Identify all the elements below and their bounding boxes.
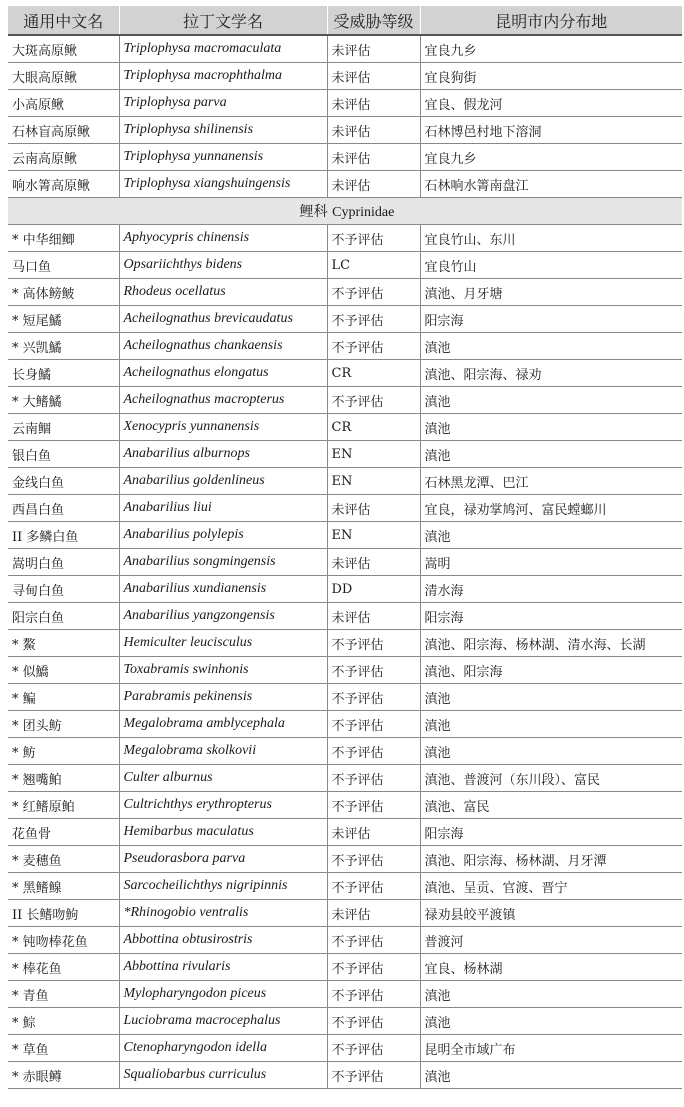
header-latin-name: 拉丁文学名 bbox=[119, 6, 327, 35]
distribution-cell: 阳宗海 bbox=[420, 306, 682, 333]
table-row bbox=[8, 117, 682, 144]
table-row bbox=[8, 495, 682, 522]
common-name-cell: * 麦穗鱼 bbox=[8, 846, 119, 873]
common-name-cell: * 鲂 bbox=[8, 738, 119, 765]
table-row bbox=[8, 873, 682, 900]
table-body-bottom bbox=[8, 225, 682, 1089]
distribution-cell: 滇池、月牙塘 bbox=[420, 279, 682, 306]
threat-level-cell: 未评估 bbox=[327, 171, 420, 198]
common-name-cell: * 大鳍鱊 bbox=[8, 387, 119, 414]
table-row bbox=[8, 657, 682, 684]
latin-name-cell: Toxabramis swinhonis bbox=[119, 657, 327, 684]
threat-level-cell: CR bbox=[327, 360, 420, 387]
table-body-top bbox=[8, 35, 682, 198]
threat-level-cell: CR bbox=[327, 414, 420, 441]
table-row bbox=[8, 63, 682, 90]
latin-name-cell: Triplophysa xiangshuingensis bbox=[119, 171, 327, 198]
distribution-cell: 宜良，禄劝掌鸠河、富民螳螂川 bbox=[420, 495, 682, 522]
distribution-cell: 滇池 bbox=[420, 1062, 682, 1089]
threat-level-cell: 未评估 bbox=[327, 900, 420, 927]
threat-level-cell: 不予评估 bbox=[327, 981, 420, 1008]
common-name-cell: 金线白鱼 bbox=[8, 468, 119, 495]
table-row bbox=[8, 738, 682, 765]
common-name-cell: * 似鱎 bbox=[8, 657, 119, 684]
threat-level-cell: 未评估 bbox=[327, 603, 420, 630]
common-name-cell: 云南鲴 bbox=[8, 414, 119, 441]
distribution-cell: 滇池 bbox=[420, 684, 682, 711]
table-row bbox=[8, 1008, 682, 1035]
threat-level-cell: 不予评估 bbox=[327, 306, 420, 333]
distribution-cell: 阳宗海 bbox=[420, 603, 682, 630]
table-row bbox=[8, 576, 682, 603]
threat-level-cell: 不予评估 bbox=[327, 657, 420, 684]
common-name-cell: II 多鳞白鱼 bbox=[8, 522, 119, 549]
table-row bbox=[8, 792, 682, 819]
latin-name-cell: Pseudorasbora parva bbox=[119, 846, 327, 873]
latin-name-cell: Anabarilius alburnops bbox=[119, 441, 327, 468]
threat-level-cell: 不予评估 bbox=[327, 279, 420, 306]
table-row bbox=[8, 414, 682, 441]
distribution-cell: 阳宗海 bbox=[420, 819, 682, 846]
header-threat-level: 受威胁等级 bbox=[327, 6, 420, 35]
table-row bbox=[8, 225, 682, 252]
latin-name-cell: Aphyocypris chinensis bbox=[119, 225, 327, 252]
latin-name-cell: Triplophysa macromaculata bbox=[119, 35, 327, 63]
distribution-cell: 滇池、阳宗海、杨林湖、清水海、长湖 bbox=[420, 630, 682, 657]
common-name-cell: * 鳊 bbox=[8, 684, 119, 711]
family-row bbox=[8, 198, 682, 225]
table-row bbox=[8, 468, 682, 495]
latin-name-cell: Anabarilius polylepis bbox=[119, 522, 327, 549]
threat-level-cell: 未评估 bbox=[327, 35, 420, 63]
distribution-cell: 滇池、呈贡、官渡、晋宁 bbox=[420, 873, 682, 900]
latin-name-cell: Megalobrama amblycephala bbox=[119, 711, 327, 738]
distribution-cell: 宜良、杨林湖 bbox=[420, 954, 682, 981]
distribution-cell: 滇池 bbox=[420, 711, 682, 738]
latin-name-cell: Rhodeus ocellatus bbox=[119, 279, 327, 306]
header-distribution: 昆明市内分布地 bbox=[420, 6, 682, 35]
threat-level-cell: 不予评估 bbox=[327, 684, 420, 711]
latin-name-cell: Hemibarbus maculatus bbox=[119, 819, 327, 846]
table-row bbox=[8, 1035, 682, 1062]
common-name-cell: * 高体鳑鲏 bbox=[8, 279, 119, 306]
common-name-cell: 长身鱊 bbox=[8, 360, 119, 387]
latin-name-cell: Triplophysa yunnanensis bbox=[119, 144, 327, 171]
latin-name-cell: Ctenopharyngodon idella bbox=[119, 1035, 327, 1062]
latin-name-cell: Opsariichthys bidens bbox=[119, 252, 327, 279]
latin-name-cell: *Rhinogobio ventralis bbox=[119, 900, 327, 927]
family-cn-name: 鲤科 bbox=[299, 204, 328, 220]
common-name-cell: 大眼高原鳅 bbox=[8, 63, 119, 90]
latin-name-cell: Acheilognathus brevicaudatus bbox=[119, 306, 327, 333]
threat-level-cell: EN bbox=[327, 522, 420, 549]
header-common-name: 通用中文名 bbox=[8, 6, 119, 35]
table-row bbox=[8, 1062, 682, 1089]
threat-level-cell: 不予评估 bbox=[327, 792, 420, 819]
threat-level-cell: 不予评估 bbox=[327, 738, 420, 765]
latin-name-cell: Squaliobarbus curriculus bbox=[119, 1062, 327, 1089]
latin-name-cell: Megalobrama skolkovii bbox=[119, 738, 327, 765]
threat-level-cell: 不予评估 bbox=[327, 630, 420, 657]
distribution-cell: 普渡河 bbox=[420, 927, 682, 954]
distribution-cell: 滇池、富民 bbox=[420, 792, 682, 819]
table-row bbox=[8, 846, 682, 873]
threat-level-cell: EN bbox=[327, 468, 420, 495]
common-name-cell: * 钝吻棒花鱼 bbox=[8, 927, 119, 954]
latin-name-cell: Anabarilius songmingensis bbox=[119, 549, 327, 576]
threat-level-cell: 不予评估 bbox=[327, 846, 420, 873]
common-name-cell: 石林盲高原鳅 bbox=[8, 117, 119, 144]
threat-level-cell: 不予评估 bbox=[327, 387, 420, 414]
distribution-cell: 石林响水箐南盘江 bbox=[420, 171, 682, 198]
threat-level-cell: 不予评估 bbox=[327, 954, 420, 981]
latin-name-cell: Abbottina rivularis bbox=[119, 954, 327, 981]
distribution-cell: 滇池、阳宗海、杨林湖、月牙潭 bbox=[420, 846, 682, 873]
latin-name-cell: Cultrichthys erythropterus bbox=[119, 792, 327, 819]
table-row bbox=[8, 333, 682, 360]
distribution-cell: 滇池 bbox=[420, 333, 682, 360]
latin-name-cell: Culter alburnus bbox=[119, 765, 327, 792]
distribution-cell: 石林博邑村地下溶洞 bbox=[420, 117, 682, 144]
table-row bbox=[8, 90, 682, 117]
table-row bbox=[8, 522, 682, 549]
distribution-cell: 宜良九乡 bbox=[420, 144, 682, 171]
latin-name-cell: Acheilognathus chankaensis bbox=[119, 333, 327, 360]
latin-name-cell: Anabarilius liui bbox=[119, 495, 327, 522]
common-name-cell: * 赤眼鳟 bbox=[8, 1062, 119, 1089]
table-row bbox=[8, 306, 682, 333]
threat-level-cell: 不予评估 bbox=[327, 1035, 420, 1062]
distribution-cell: 滇池 bbox=[420, 738, 682, 765]
common-name-cell: * 青鱼 bbox=[8, 981, 119, 1008]
common-name-cell: * 草鱼 bbox=[8, 1035, 119, 1062]
common-name-cell: * 兴凯鱊 bbox=[8, 333, 119, 360]
latin-name-cell: Xenocypris yunnanensis bbox=[119, 414, 327, 441]
latin-name-cell: Anabarilius xundianensis bbox=[119, 576, 327, 603]
common-name-cell: * 团头鲂 bbox=[8, 711, 119, 738]
distribution-cell: 石林黑龙潭、巴江 bbox=[420, 468, 682, 495]
threat-level-cell: 未评估 bbox=[327, 819, 420, 846]
latin-name-cell: Luciobrama macrocephalus bbox=[119, 1008, 327, 1035]
distribution-cell: 滇池 bbox=[420, 1008, 682, 1035]
distribution-cell: 宜良竹山、东川 bbox=[420, 225, 682, 252]
table-row bbox=[8, 360, 682, 387]
threat-level-cell: 不予评估 bbox=[327, 225, 420, 252]
table-row bbox=[8, 900, 682, 927]
threat-level-cell: 不予评估 bbox=[327, 711, 420, 738]
family-section bbox=[8, 198, 682, 225]
distribution-cell: 昆明全市域广布 bbox=[420, 1035, 682, 1062]
common-name-cell: * 红鳍原鲌 bbox=[8, 792, 119, 819]
family-latin-name: Cyprinidae bbox=[332, 205, 395, 220]
threat-level-cell: 未评估 bbox=[327, 117, 420, 144]
common-name-cell: * 鯮 bbox=[8, 1008, 119, 1035]
latin-name-cell: Abbottina obtusirostris bbox=[119, 927, 327, 954]
table-row bbox=[8, 252, 682, 279]
distribution-cell: 宜良狗街 bbox=[420, 63, 682, 90]
table-header bbox=[8, 6, 682, 35]
table-row bbox=[8, 144, 682, 171]
table-row bbox=[8, 35, 682, 63]
family-heading bbox=[8, 198, 682, 225]
latin-name-cell: Parabramis pekinensis bbox=[119, 684, 327, 711]
table-row bbox=[8, 387, 682, 414]
table-row bbox=[8, 981, 682, 1008]
common-name-cell: 花鱼骨 bbox=[8, 819, 119, 846]
common-name-cell: * 棒花鱼 bbox=[8, 954, 119, 981]
common-name-cell: * 黑鳍鳈 bbox=[8, 873, 119, 900]
latin-name-cell: Hemiculter leucisculus bbox=[119, 630, 327, 657]
distribution-cell: 嵩明 bbox=[420, 549, 682, 576]
threat-level-cell: 不予评估 bbox=[327, 1062, 420, 1089]
distribution-cell: 滇池 bbox=[420, 387, 682, 414]
common-name-cell: 马口鱼 bbox=[8, 252, 119, 279]
latin-name-cell: Triplophysa parva bbox=[119, 90, 327, 117]
latin-name-cell: Anabarilius yangzongensis bbox=[119, 603, 327, 630]
distribution-cell: 滇池 bbox=[420, 441, 682, 468]
latin-name-cell: Triplophysa shilinensis bbox=[119, 117, 327, 144]
latin-name-cell: Acheilognathus elongatus bbox=[119, 360, 327, 387]
table-row bbox=[8, 549, 682, 576]
distribution-cell: 禄劝县皎平渡镇 bbox=[420, 900, 682, 927]
common-name-cell: 西昌白鱼 bbox=[8, 495, 119, 522]
threat-level-cell: DD bbox=[327, 576, 420, 603]
distribution-cell: 宜良竹山 bbox=[420, 252, 682, 279]
table-row bbox=[8, 954, 682, 981]
distribution-cell: 滇池 bbox=[420, 981, 682, 1008]
threat-level-cell: LC bbox=[327, 252, 420, 279]
distribution-cell: 宜良、假龙河 bbox=[420, 90, 682, 117]
common-name-cell: 响水箐高原鳅 bbox=[8, 171, 119, 198]
threat-level-cell: 未评估 bbox=[327, 63, 420, 90]
table-row bbox=[8, 819, 682, 846]
threat-level-cell: 不予评估 bbox=[327, 765, 420, 792]
common-name-cell: 阳宗白鱼 bbox=[8, 603, 119, 630]
distribution-cell: 清水海 bbox=[420, 576, 682, 603]
table-row bbox=[8, 603, 682, 630]
latin-name-cell: Triplophysa macrophthalma bbox=[119, 63, 327, 90]
common-name-cell: 嵩明白鱼 bbox=[8, 549, 119, 576]
species-table bbox=[8, 6, 682, 1089]
threat-level-cell: EN bbox=[327, 441, 420, 468]
threat-level-cell: 不予评估 bbox=[327, 1008, 420, 1035]
table-row bbox=[8, 927, 682, 954]
latin-name-cell: Sarcocheilichthys nigripinnis bbox=[119, 873, 327, 900]
latin-name-cell: Anabarilius goldenlineus bbox=[119, 468, 327, 495]
latin-name-cell: Mylopharyngodon piceus bbox=[119, 981, 327, 1008]
common-name-cell: * 翘嘴鲌 bbox=[8, 765, 119, 792]
threat-level-cell: 不予评估 bbox=[327, 333, 420, 360]
table-row bbox=[8, 711, 682, 738]
common-name-cell: 云南高原鳅 bbox=[8, 144, 119, 171]
common-name-cell: * 短尾鱊 bbox=[8, 306, 119, 333]
common-name-cell: * 鰲 bbox=[8, 630, 119, 657]
threat-level-cell: 未评估 bbox=[327, 495, 420, 522]
header-row bbox=[8, 6, 682, 35]
threat-level-cell: 不予评估 bbox=[327, 873, 420, 900]
table-row bbox=[8, 279, 682, 306]
threat-level-cell: 不予评估 bbox=[327, 927, 420, 954]
distribution-cell: 滇池、普渡河（东川段）、富民 bbox=[420, 765, 682, 792]
table-row bbox=[8, 765, 682, 792]
distribution-cell: 滇池、阳宗海、禄劝 bbox=[420, 360, 682, 387]
table-row bbox=[8, 684, 682, 711]
distribution-cell: 滇池、阳宗海 bbox=[420, 657, 682, 684]
threat-level-cell: 未评估 bbox=[327, 549, 420, 576]
common-name-cell: 寻甸白鱼 bbox=[8, 576, 119, 603]
common-name-cell: 小高原鳅 bbox=[8, 90, 119, 117]
table-row bbox=[8, 171, 682, 198]
common-name-cell: * 中华细鲫 bbox=[8, 225, 119, 252]
threat-level-cell: 未评估 bbox=[327, 144, 420, 171]
threat-level-cell: 未评估 bbox=[327, 90, 420, 117]
common-name-cell: 银白鱼 bbox=[8, 441, 119, 468]
common-name-cell: 大斑高原鳅 bbox=[8, 35, 119, 63]
distribution-cell: 滇池 bbox=[420, 522, 682, 549]
latin-name-cell: Acheilognathus macropterus bbox=[119, 387, 327, 414]
table-row bbox=[8, 630, 682, 657]
table-row bbox=[8, 441, 682, 468]
common-name-cell: II 长鳍吻鮈 bbox=[8, 900, 119, 927]
distribution-cell: 滇池 bbox=[420, 414, 682, 441]
distribution-cell: 宜良九乡 bbox=[420, 35, 682, 63]
